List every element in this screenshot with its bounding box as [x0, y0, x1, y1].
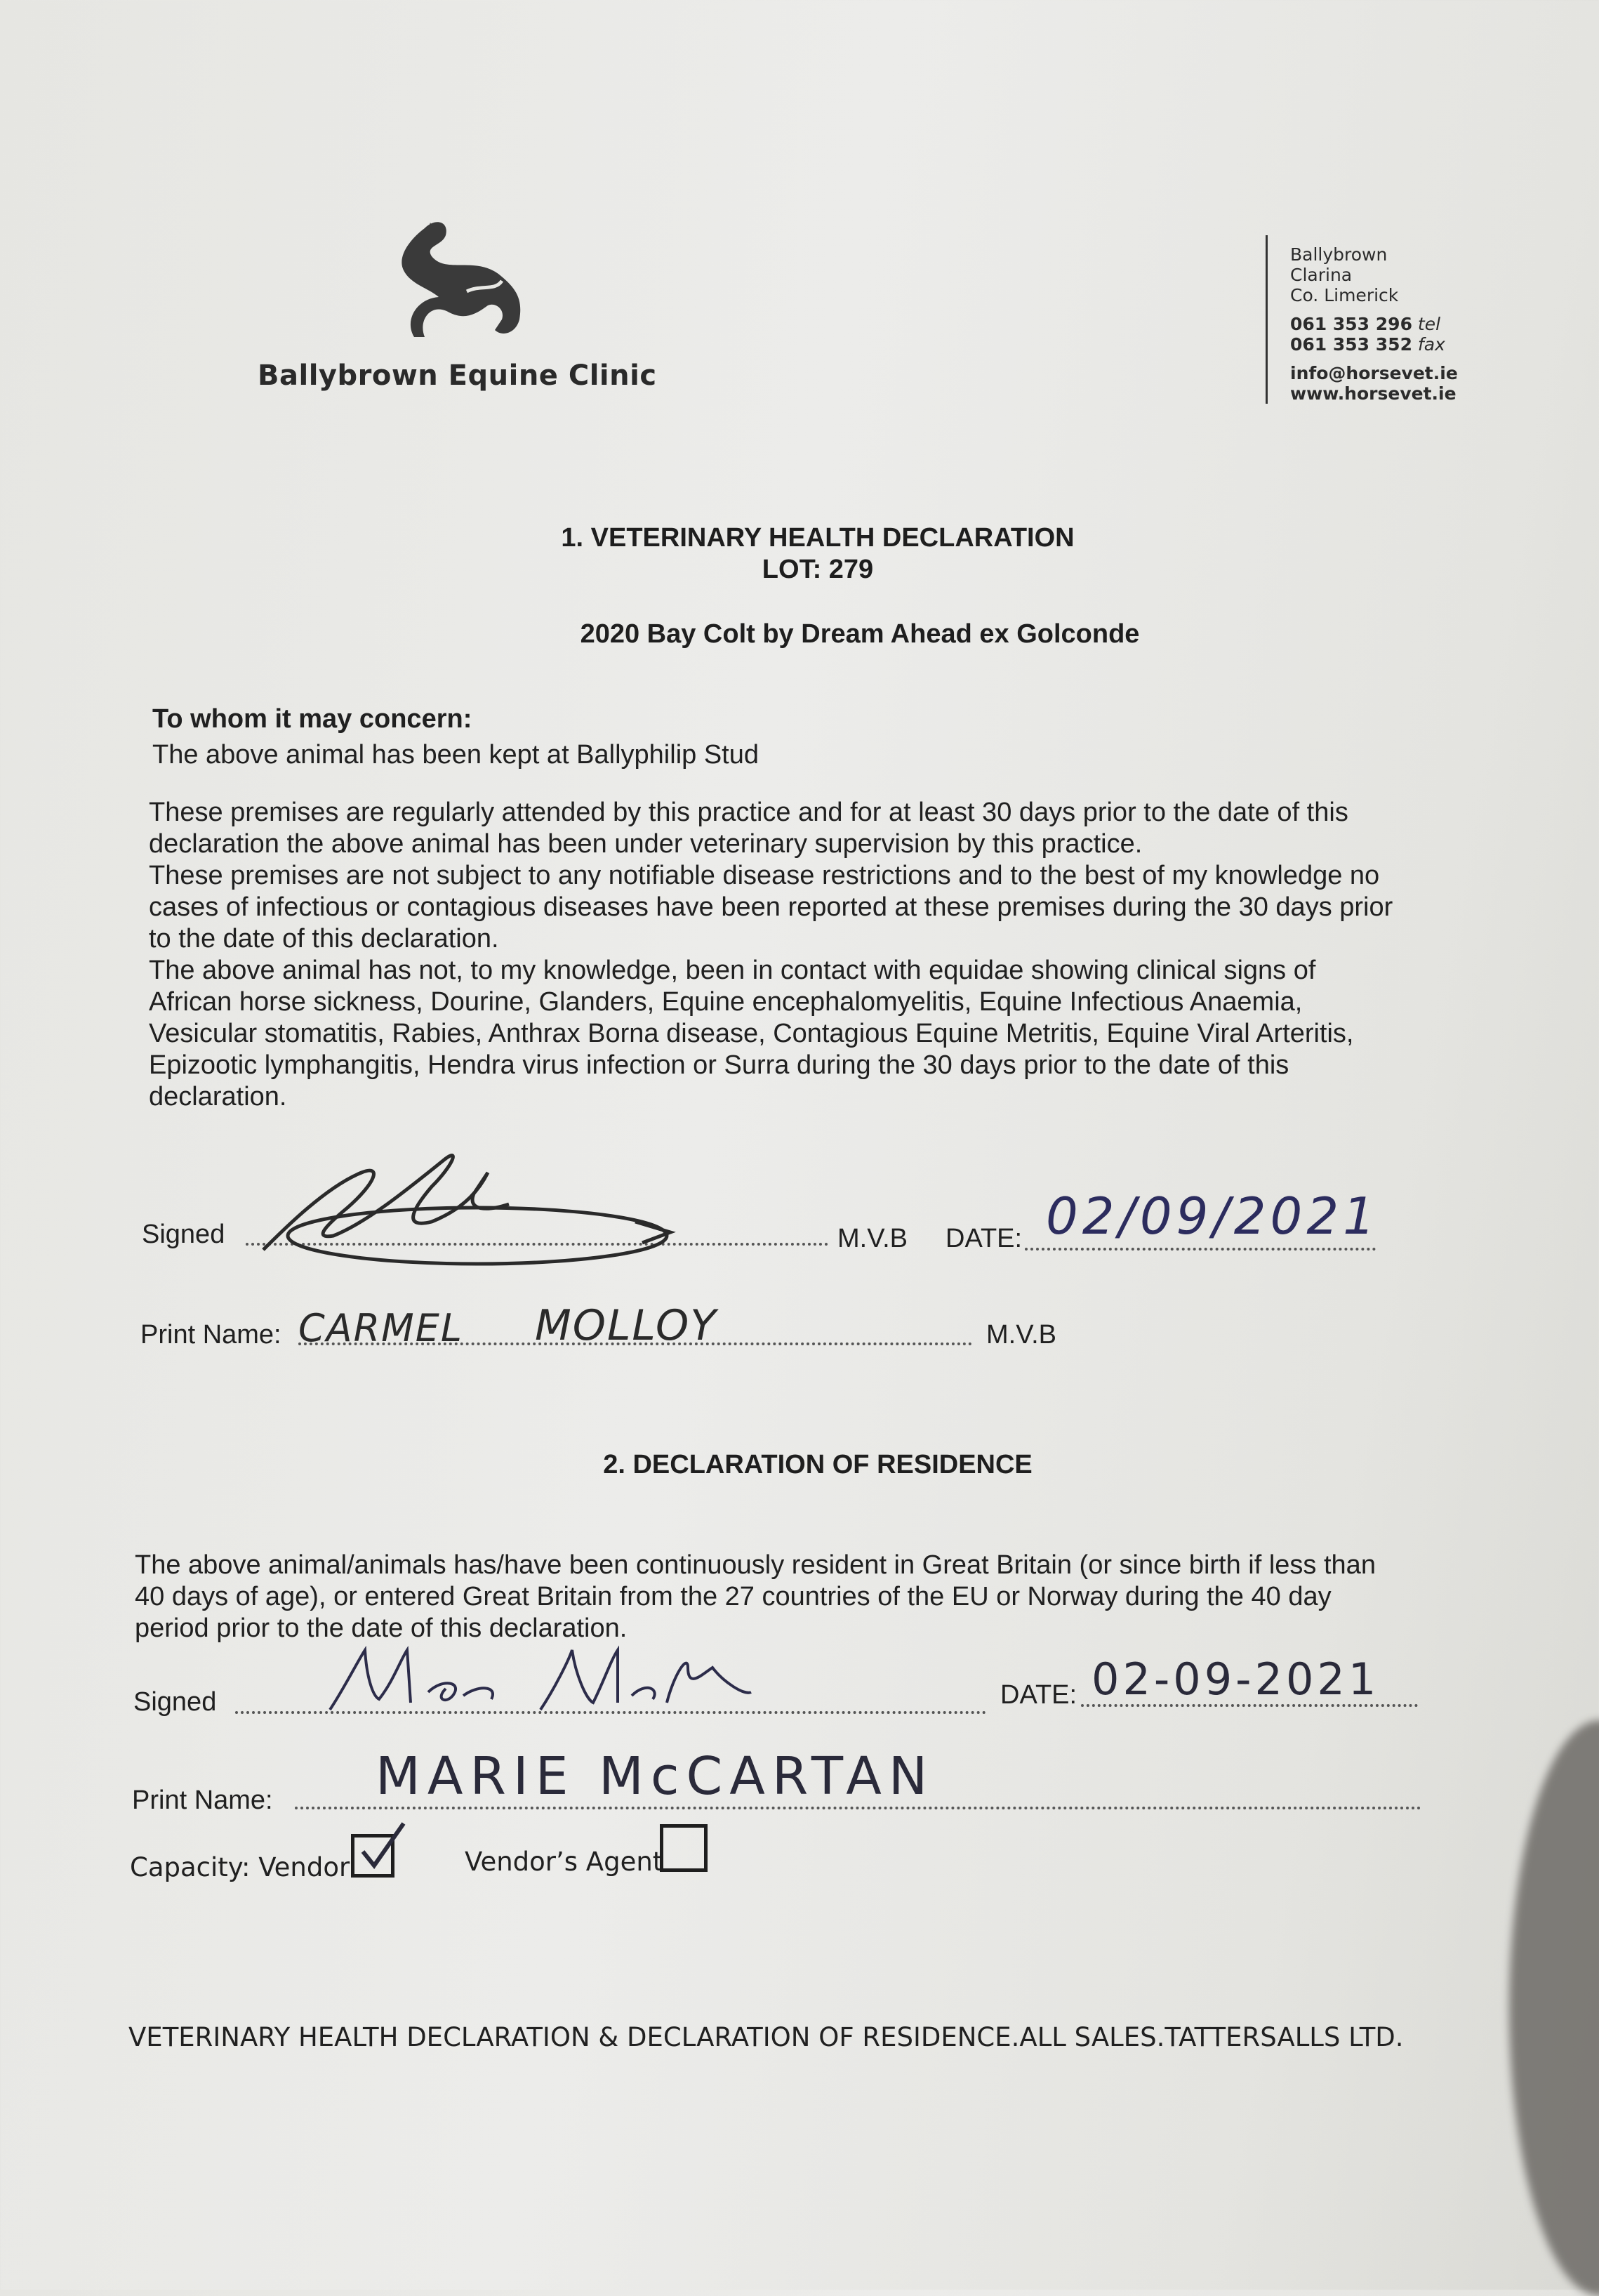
paragraph-line: The above animal has not, to my knowledge, been in contact with equidae showing clinical signs of: [149, 956, 1316, 985]
lot-number: LOT: 279: [762, 555, 874, 584]
print-name-label-2: Print Name:: [132, 1786, 273, 1815]
paragraph-line: 40 days of age), or entered Great Britain from the 27 countries of the EU or Norway during the 40 day: [135, 1582, 1332, 1611]
clinic-logo: [383, 214, 537, 348]
paragraph-line: cases of infectious or contagious diseases have been reported at these premises during the 30 days prior: [149, 892, 1393, 922]
date-line: [1025, 1248, 1376, 1251]
signed-label-2: Signed: [133, 1687, 217, 1717]
website: www.horsevet.ie: [1290, 383, 1457, 404]
vendor-date: 02-09-2021: [1092, 1654, 1380, 1705]
fax-number: 061 353 352: [1290, 334, 1412, 355]
paragraph-line: Epizootic lymphangitis, Hendra virus infection or Surra during the 30 days prior to the date of this: [149, 1050, 1289, 1080]
vet-signature: [242, 1144, 691, 1271]
mvb-suffix: M.V.B: [837, 1224, 908, 1253]
vet-print-first: CARMEL: [298, 1306, 463, 1350]
vendor-print-name: MARIE McCARTAN: [376, 1746, 935, 1807]
address-line: Clarina: [1290, 265, 1353, 285]
address-line: Ballybrown: [1290, 244, 1388, 265]
residence-declaration-text: [135, 1550, 1504, 1644]
date-label-2: DATE:: [1000, 1680, 1077, 1710]
section2-title: 2. DECLARATION OF RESIDENCE: [603, 1450, 1033, 1479]
paragraph-line: period prior to the date of this declaration.: [135, 1614, 628, 1643]
paragraph-line: Vesicular stomatitis, Rabies, Anthrax Borna disease, Contagious Equine Metritis, Equine Viral Arteritis,: [149, 1019, 1354, 1048]
agent-checkbox[interactable]: [660, 1824, 708, 1872]
paragraph-line: declaration.: [149, 1082, 287, 1111]
agent-label: Vendor’s Agent: [465, 1847, 663, 1877]
tel-number: 061 353 296: [1290, 314, 1412, 334]
clinic-name: Ballybrown Equine Clinic: [258, 359, 657, 392]
kept-at: The above animal has been kept at Ballyphilip Stud: [152, 740, 759, 770]
vet-date: 02/09/2021: [1046, 1187, 1379, 1246]
vet-print-last: MOLLOY: [535, 1301, 717, 1350]
mvb-suffix-2: M.V.B: [986, 1320, 1056, 1350]
vendor-signature: [323, 1639, 758, 1724]
health-declaration-text: [149, 797, 1482, 1113]
vendor-print-line: [295, 1807, 1421, 1809]
animal-description: 2020 Bay Colt by Dream Ahead ex Golconde: [580, 619, 1140, 649]
address-line: Co. Limerick: [1290, 285, 1399, 305]
signed-label: Signed: [142, 1220, 225, 1249]
date-label: DATE:: [946, 1224, 1023, 1253]
finger-shadow: [1509, 1720, 1599, 2296]
tel-label: tel: [1417, 314, 1441, 334]
paragraph-line: declaration the above animal has been under veterinary supervision by this practice.: [149, 829, 1143, 859]
email: info@horsevet.ie: [1290, 363, 1458, 383]
section1-title: 1. VETERINARY HEALTH DECLARATION: [561, 523, 1075, 553]
fax-label: fax: [1417, 334, 1445, 355]
checkmark-icon: [354, 1820, 411, 1876]
print-name-label: Print Name:: [140, 1320, 281, 1350]
salutation: To whom it may concern:: [152, 704, 472, 734]
paragraph-line: These premises are regularly attended by this practice and for at least 30 days prior to the date of this: [149, 798, 1348, 827]
paragraph-line: These premises are not subject to any notifiable disease restrictions and to the best of my knowledge no: [149, 861, 1380, 890]
paragraph-line: African horse sickness, Dourine, Glanders, Equine encephalomyelitis, Equine Infectious Anaemia,: [149, 987, 1303, 1017]
clinic-contact: [1290, 244, 1458, 404]
capacity-label: Capacity: Vendor: [130, 1852, 350, 1882]
paragraph-line: to the date of this declaration.: [149, 924, 499, 954]
letterhead-divider: [1266, 235, 1268, 404]
document-footer: VETERINARY HEALTH DECLARATION & DECLARATION OF RESIDENCE.ALL SALES.TATTERSALLS LTD.: [128, 2022, 1404, 2052]
paragraph-line: The above animal/animals has/have been continuously resident in Great Britain (or since birth if less than: [135, 1550, 1376, 1580]
